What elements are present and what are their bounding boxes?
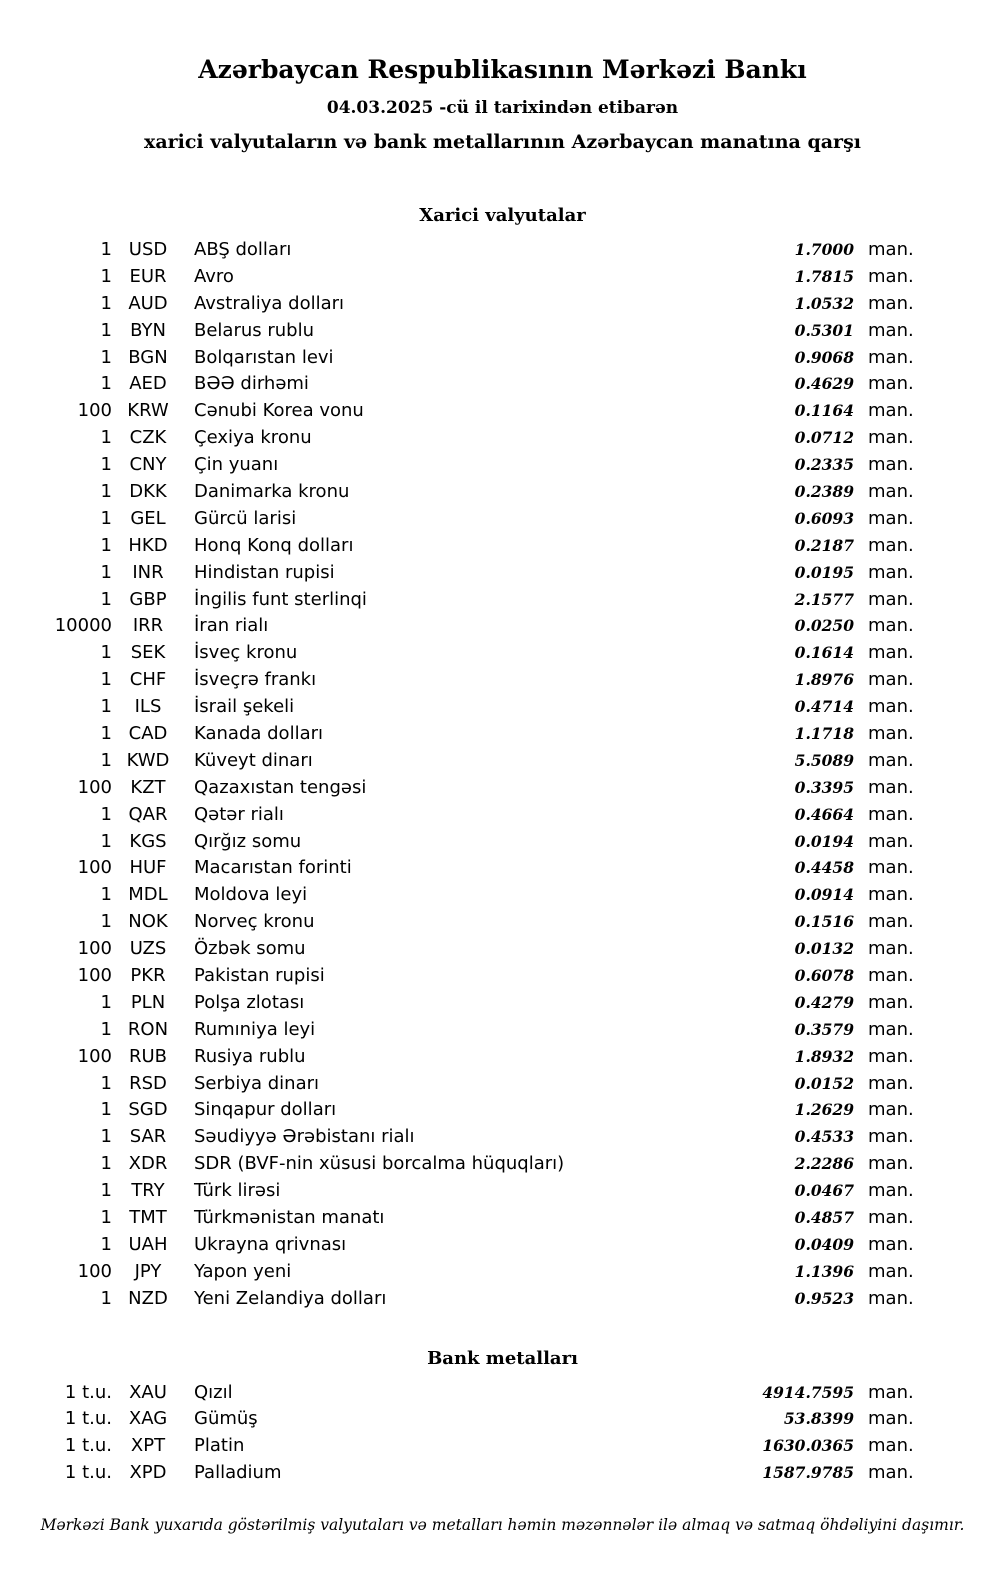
quantity-cell: 1 [100, 696, 112, 718]
rate-row [0, 1070, 1005, 1097]
unit-label-cell: man. [868, 642, 914, 664]
rate-row [0, 344, 1005, 371]
rate-row [0, 1204, 1005, 1231]
currency-name-cell: Yapon yeni [194, 1260, 292, 1282]
quantity-cell: 1 [100, 642, 112, 664]
currency-code-cell: XAG [128, 1408, 168, 1430]
quantity-cell: 1 [100, 1018, 112, 1040]
currency-name-cell: İran rialı [194, 615, 269, 637]
rate-row [0, 612, 1005, 639]
unit-label-cell: man. [868, 400, 914, 422]
currencies-heading: Xarici valyutalar [419, 205, 586, 226]
currency-name-cell: Özbək somu [194, 938, 306, 960]
rate-value-cell: 2.1577 [794, 589, 854, 609]
rate-value-cell: 0.9068 [794, 347, 854, 367]
unit-label-cell: man. [868, 857, 914, 879]
unit-label-cell: man. [868, 1435, 914, 1457]
rate-row [0, 1406, 1005, 1433]
currency-name-cell: Çin yuanı [194, 454, 279, 476]
quantity-cell: 1 [100, 669, 112, 691]
unit-label-cell: man. [868, 588, 914, 610]
currency-name-cell: Türk lirəsi [194, 1180, 281, 1202]
quantity-cell: 100 [77, 776, 112, 798]
quantity-cell: 1 [100, 561, 112, 583]
currency-code-cell: GEL [130, 507, 166, 529]
rate-row [0, 639, 1005, 666]
currency-code-cell: HUF [129, 857, 167, 879]
rate-row [0, 1043, 1005, 1070]
currency-code-cell: RUB [128, 1045, 168, 1067]
rate-value-cell: 0.1164 [794, 401, 854, 421]
unit-label-cell: man. [868, 373, 914, 395]
rate-value-cell: 1.1396 [794, 1261, 854, 1281]
unit-label-cell: man. [868, 911, 914, 933]
currency-code-cell: UAH [128, 1233, 168, 1255]
unit-label-cell: man. [868, 1260, 914, 1282]
metals-table [0, 1379, 1005, 1487]
currencies-table [0, 236, 1005, 1312]
currency-name-cell: Ukrayna qrivnası [194, 1233, 347, 1255]
quantity-cell: 1 [100, 427, 112, 449]
unit-label-cell: man. [868, 1153, 914, 1175]
currency-code-cell: SAR [129, 1126, 167, 1148]
currency-code-cell: CAD [128, 722, 168, 744]
quantity-cell: 1 [100, 1207, 112, 1228]
rate-value-cell: 1.0532 [794, 293, 854, 313]
currency-name-cell: Moldova leyi [194, 884, 308, 906]
unit-label-cell: man. [868, 1099, 914, 1121]
unit-label-cell: man. [868, 776, 914, 798]
unit-label-cell: man. [868, 803, 914, 825]
unit-label-cell: man. [868, 238, 914, 260]
rate-row [0, 881, 1005, 908]
currency-name-cell: İsrail şekeli [194, 696, 295, 718]
rate-row [0, 263, 1005, 290]
currency-name-cell: Palladium [194, 1462, 282, 1484]
currency-code-cell: PLN [130, 991, 166, 1013]
unit-label-cell: man. [868, 1018, 914, 1040]
currency-code-cell: BYN [130, 319, 166, 341]
quantity-cell: 1 t.u. [64, 1435, 112, 1457]
quantity-cell: 100 [77, 1260, 112, 1282]
currency-name-cell: Honq Konq dolları [194, 534, 354, 556]
unit-label-cell: man. [868, 696, 914, 718]
currency-code-cell: ILS [134, 696, 162, 718]
quantity-cell: 1 [100, 588, 112, 610]
rate-value-cell: 0.3395 [794, 777, 854, 797]
rate-value-cell: 0.0467 [794, 1181, 854, 1201]
currency-code-cell: MDL [128, 884, 168, 906]
unit-label-cell: man. [868, 991, 914, 1013]
currency-code-cell: NZD [128, 1287, 168, 1309]
quantity-cell: 1 [100, 991, 112, 1013]
currency-code-cell: NOK [128, 911, 168, 933]
rate-row [0, 532, 1005, 559]
currency-code-cell: SGD [128, 1099, 168, 1121]
unit-label-cell: man. [868, 480, 914, 502]
currency-code-cell: CZK [129, 427, 167, 449]
currency-code-cell: KGS [129, 830, 167, 852]
currency-name-cell: BƏƏ dirhəmi [194, 373, 309, 395]
rate-value-cell: 0.0712 [794, 428, 854, 448]
quantity-cell: 100 [77, 964, 112, 986]
quantity-cell: 1 [100, 480, 112, 502]
quantity-cell: 1 [100, 1099, 112, 1121]
quantity-cell: 1 [100, 830, 112, 852]
unit-label-cell: man. [868, 749, 914, 771]
currency-name-cell: Norveç kronu [194, 911, 315, 933]
rate-value-cell: 0.1614 [794, 643, 854, 663]
rate-row [0, 1097, 1005, 1124]
unit-label-cell: man. [868, 1381, 914, 1403]
currency-code-cell: EUR [129, 265, 167, 287]
currency-name-cell: Platin [194, 1435, 245, 1457]
rate-row [0, 666, 1005, 693]
quantity-cell: 1 [100, 1126, 112, 1148]
currency-name-cell: Hindistan rupisi [194, 561, 335, 583]
rate-row [0, 801, 1005, 828]
unit-label-cell: man. [868, 1462, 914, 1484]
rate-value-cell: 1.8932 [794, 1046, 854, 1066]
quantity-cell: 100 [77, 938, 112, 960]
rate-row [0, 693, 1005, 720]
currency-name-cell: Macarıstan forinti [194, 857, 352, 879]
rate-row [0, 397, 1005, 424]
unit-label-cell: man. [868, 265, 914, 287]
currency-name-cell: İsveç kronu [194, 642, 298, 664]
unit-label-cell: man. [868, 830, 914, 852]
rate-row [0, 236, 1005, 263]
rate-value-cell: 1587.9785 [762, 1463, 854, 1483]
rate-value-cell: 0.1516 [794, 912, 854, 932]
rate-value-cell: 0.0914 [794, 885, 854, 905]
currency-name-cell: Kanada dolları [194, 722, 324, 744]
currency-name-cell: Gürcü larisi [194, 507, 297, 529]
currency-code-cell: USD [128, 238, 168, 260]
quantity-cell: 1 [100, 1287, 112, 1309]
page-subtitle: xarici valyutaların və bank metallarının Azərbaycan manatına qarşı [144, 131, 861, 153]
rate-value-cell: 0.0195 [794, 562, 854, 582]
rate-row [0, 317, 1005, 344]
rate-row [0, 908, 1005, 935]
rate-row [0, 1177, 1005, 1204]
quantity-cell: 1 [100, 534, 112, 556]
currency-name-cell: Küveyt dinarı [194, 749, 313, 771]
rate-row [0, 828, 1005, 855]
currency-code-cell: UZS [129, 938, 167, 960]
effective-date: 04.03.2025 -cü il tarixindən etibarən [326, 98, 679, 118]
currency-code-cell: DKK [129, 480, 167, 502]
quantity-cell: 1 [100, 1180, 112, 1202]
currency-code-cell: JPY [134, 1260, 162, 1282]
currency-name-cell: Danimarka kronu [194, 480, 350, 502]
rate-row [0, 1432, 1005, 1459]
currency-name-cell: Avro [194, 265, 234, 287]
rate-row [0, 774, 1005, 801]
currency-code-cell: CNY [129, 454, 167, 476]
rate-value-cell: 1.7815 [794, 266, 854, 286]
currency-code-cell: XAU [129, 1381, 167, 1403]
currency-code-cell: KZT [130, 776, 166, 798]
rate-row [0, 586, 1005, 613]
rate-row [0, 720, 1005, 747]
rate-row [0, 1459, 1005, 1486]
currency-name-cell: Rumıniya leyi [194, 1018, 316, 1040]
unit-label-cell: man. [868, 1408, 914, 1430]
currency-name-cell: Qətər rialı [194, 803, 284, 825]
unit-label-cell: man. [868, 561, 914, 583]
rate-row [0, 505, 1005, 532]
rate-row [0, 1231, 1005, 1258]
quantity-cell: 1 [100, 1233, 112, 1255]
rate-row [0, 989, 1005, 1016]
currency-name-cell: İsveçrə frankı [194, 669, 317, 691]
currency-code-cell: TMT [129, 1207, 167, 1228]
unit-label-cell: man. [868, 615, 914, 637]
quantity-cell: 1 [100, 346, 112, 368]
rate-value-cell: 0.4279 [794, 992, 854, 1012]
currency-code-cell: AED [129, 373, 167, 395]
quantity-cell: 1 [100, 803, 112, 825]
unit-label-cell: man. [868, 669, 914, 691]
quantity-cell: 1 [100, 319, 112, 341]
unit-label-cell: man. [868, 507, 914, 529]
rate-row [0, 747, 1005, 774]
rate-value-cell: 1630.0365 [762, 1436, 854, 1456]
rate-row [0, 478, 1005, 505]
unit-label-cell: man. [868, 454, 914, 476]
currency-code-cell: KRW [127, 400, 169, 422]
rate-value-cell: 0.0152 [794, 1073, 854, 1093]
rate-value-cell: 0.0409 [794, 1234, 854, 1254]
rate-value-cell: 1.8976 [794, 670, 854, 690]
rate-value-cell: 0.0194 [794, 831, 854, 851]
quantity-cell: 1 [100, 454, 112, 476]
quantity-cell: 1 [100, 507, 112, 529]
currency-name-cell: Çexiya kronu [194, 427, 312, 449]
currency-name-cell: Qızıl [194, 1381, 233, 1403]
rate-value-cell: 5.5089 [794, 750, 854, 770]
rate-value-cell: 4914.7595 [762, 1382, 854, 1402]
rate-value-cell: 0.5301 [794, 320, 854, 340]
currency-code-cell: KWD [126, 749, 170, 771]
currency-code-cell: TRY [131, 1180, 165, 1202]
rate-row [0, 1150, 1005, 1177]
unit-label-cell: man. [868, 1233, 914, 1255]
quantity-cell: 1 [100, 1153, 112, 1175]
unit-label-cell: man. [868, 427, 914, 449]
unit-label-cell: man. [868, 884, 914, 906]
metals-heading: Bank metalları [427, 1347, 578, 1369]
quantity-cell: 1 [100, 884, 112, 906]
currency-code-cell: PKR [130, 964, 166, 986]
rate-value-cell: 1.1718 [794, 723, 854, 743]
rate-value-cell: 1.7000 [794, 239, 854, 259]
rate-value-cell: 0.2187 [794, 535, 854, 555]
rate-row [0, 290, 1005, 317]
unit-label-cell: man. [868, 1126, 914, 1148]
currency-code-cell: RSD [129, 1072, 167, 1094]
unit-label-cell: man. [868, 964, 914, 986]
unit-label-cell: man. [868, 319, 914, 341]
rate-value-cell: 0.4857 [794, 1208, 854, 1227]
rate-value-cell: 0.4458 [794, 858, 854, 878]
rate-value-cell: 0.3579 [794, 1019, 854, 1039]
rate-row [0, 559, 1005, 586]
rate-value-cell: 0.4664 [794, 804, 854, 824]
currency-name-cell: Belarus rublu [194, 319, 315, 341]
currency-code-cell: QAR [128, 803, 168, 825]
rate-row [0, 1285, 1005, 1312]
currency-name-cell: Serbiya dinarı [194, 1072, 319, 1094]
unit-label-cell: man. [868, 722, 914, 744]
currency-name-cell: Polşa zlotası [194, 991, 305, 1013]
rate-row [0, 935, 1005, 962]
quantity-cell: 1 [100, 265, 112, 287]
rate-value-cell: 0.2389 [794, 481, 854, 501]
rate-row [0, 854, 1005, 881]
currency-code-cell: SEK [130, 642, 166, 664]
currency-name-cell: İngilis funt sterlinqi [194, 588, 367, 610]
quantity-cell: 1 [100, 911, 112, 933]
rate-value-cell: 0.0132 [794, 939, 854, 959]
rate-value-cell: 0.6093 [794, 508, 854, 528]
rate-value-cell: 0.6078 [794, 965, 854, 985]
quantity-cell: 1 [100, 373, 112, 395]
rate-row [0, 370, 1005, 397]
unit-label-cell: man. [868, 938, 914, 960]
rate-value-cell: 0.4714 [794, 697, 854, 717]
currency-name-cell: Gümüş [194, 1408, 258, 1430]
currency-code-cell: CHF [129, 669, 167, 691]
currency-code-cell: HKD [128, 534, 168, 556]
currency-name-cell: ABŞ dolları [194, 238, 292, 260]
rate-value-cell: 1.2629 [794, 1100, 854, 1120]
currency-name-cell: Rusiya rublu [194, 1045, 306, 1067]
quantity-cell: 100 [77, 857, 112, 879]
page-title: Azərbaycan Respublikasının Mərkəzi Bankı [198, 55, 807, 84]
currency-code-cell: IRR [132, 615, 164, 637]
rate-value-cell: 2.2286 [794, 1154, 854, 1174]
currency-code-cell: XPT [130, 1435, 166, 1457]
currency-code-cell: GBP [129, 588, 167, 610]
currency-name-cell: Pakistan rupisi [194, 964, 325, 986]
currency-name-cell: Yeni Zelandiya dolları [194, 1287, 387, 1309]
rate-row [0, 424, 1005, 451]
rate-row [0, 1379, 1005, 1406]
unit-label-cell: man. [868, 1072, 914, 1094]
quantity-cell: 1 [100, 292, 112, 314]
rate-value-cell: 0.4533 [794, 1127, 854, 1147]
currency-name-cell: Sinqapur dolları [194, 1099, 337, 1121]
unit-label-cell: man. [868, 1045, 914, 1067]
currency-code-cell: RON [127, 1018, 169, 1040]
rate-value-cell: 53.8399 [783, 1409, 854, 1429]
rate-row [0, 451, 1005, 478]
unit-label-cell: man. [868, 534, 914, 556]
disclaimer-text: Mərkəzi Bank yuxarıda göstərilmiş valyutaları və metalları həmin məzənnələr ilə almaq və satmaq öhdəliyini daşımır. [40, 1516, 965, 1535]
currency-code-cell: BGN [128, 346, 168, 368]
rate-value-cell: 0.0250 [794, 616, 854, 636]
currency-name-cell: SDR (BVF-nin xüsusi borcalma hüquqları) [194, 1153, 565, 1175]
quantity-cell: 1 t.u. [64, 1381, 112, 1403]
currency-name-cell: Türkmənistan manatı [194, 1207, 385, 1228]
currency-name-cell: Qırğız somu [194, 830, 302, 852]
unit-label-cell: man. [868, 1180, 914, 1202]
quantity-cell: 100 [77, 1045, 112, 1067]
rate-value-cell: 0.2335 [794, 455, 854, 475]
rate-value-cell: 0.4629 [794, 374, 854, 394]
rate-row [0, 1258, 1005, 1285]
currency-code-cell: AUD [128, 292, 168, 314]
currency-code-cell: INR [132, 561, 164, 583]
unit-label-cell: man. [868, 292, 914, 314]
currency-name-cell: Bolqarıstan levi [194, 346, 334, 368]
quantity-cell: 1 [100, 1072, 112, 1094]
unit-label-cell: man. [868, 346, 914, 368]
quantity-cell: 1 [100, 749, 112, 771]
rate-row [0, 962, 1005, 989]
unit-label-cell: man. [868, 1207, 914, 1228]
quantity-cell: 1 t.u. [64, 1462, 112, 1484]
quantity-cell: 1 [100, 722, 112, 744]
currency-name-cell: Cənubi Korea vonu [194, 400, 364, 422]
currency-code-cell: XPD [129, 1462, 167, 1484]
unit-label-cell: man. [868, 1287, 914, 1309]
currency-name-cell: Avstraliya dolları [194, 292, 345, 314]
quantity-cell: 1 [100, 238, 112, 260]
rate-row [0, 1123, 1005, 1150]
quantity-cell: 100 [77, 400, 112, 422]
rate-value-cell: 0.9523 [794, 1288, 854, 1308]
quantity-cell: 10000 [54, 615, 112, 637]
currency-name-cell: Səudiyyə Ərəbistanı rialı [194, 1126, 415, 1148]
currency-code-cell: XDR [128, 1153, 168, 1175]
quantity-cell: 1 t.u. [64, 1408, 112, 1430]
currency-name-cell: Qazaxıstan tengəsi [194, 776, 367, 798]
rate-row [0, 1016, 1005, 1043]
